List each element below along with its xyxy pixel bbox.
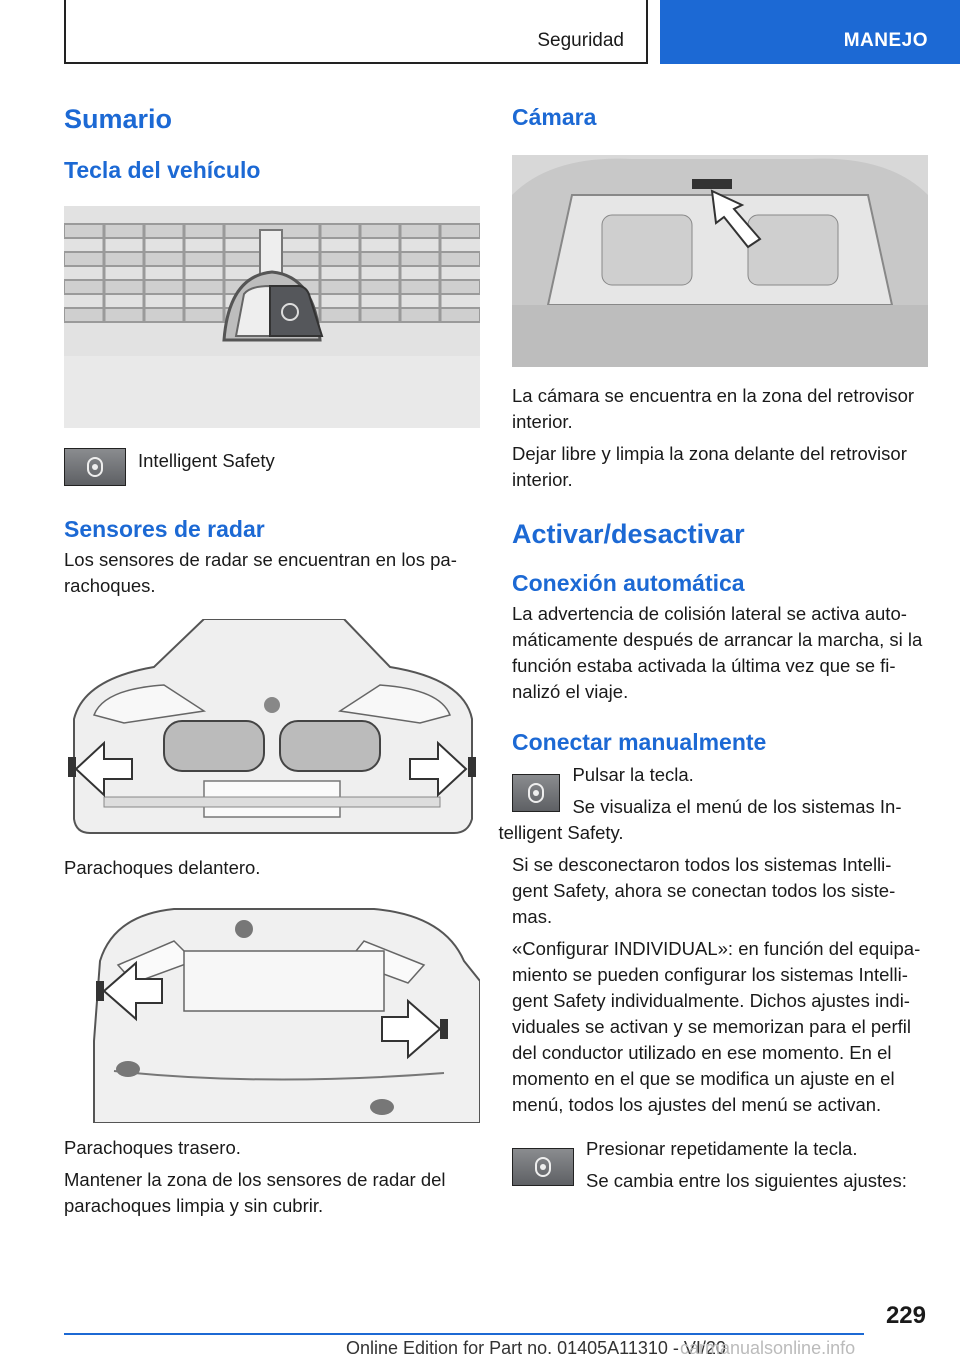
manual-key-row [498,762,928,846]
interior-illustration [512,155,928,367]
right-column [498,100,928,1194]
subtitle-vehicle-key: Tecla del vehículo [64,157,261,183]
manual-menu-shown: Se visualiza el menú de los sistemas In‐ telligent Safety. [498,796,902,843]
subtitle-radar-sensors: Sensores de radar [64,516,265,542]
header-section: Seguridad [537,30,624,51]
title-sumario: Sumario [64,104,173,134]
footer-edition: Online Edition for Part no. 01405A11310 - VI/20 [346,1338,726,1358]
rear-bumper-image [64,901,480,1123]
page-number: 229 [885,1302,926,1329]
manual-press: Pulsar la tecla. [572,764,694,785]
repeat-key-row [512,1136,928,1194]
subtitle-manual-connect: Conectar manualmente [512,729,767,755]
manual-paragraph-3: «Configurar INDIVIDUAL»: en función del equipa‐ miento se pueden configurar los sistemas Intelli‐ gent Safety individualmente. Dichos ajustes indi‐ viduales se activan y se memorizan para el perfil del conductor utilizado en ese momento. En el momento en el que se modifica un ajuste en el menú, todos los ajustes del menú se activan. [512,938,921,1115]
safety-icon [528,783,544,803]
chapter-tab[interactable] [660,0,960,64]
safety-icon [535,1157,551,1177]
rear-car-illustration [64,901,480,1123]
auto-paragraph: La advertencia de colisión lateral se activa auto‐ máticamente después de arrancar la marcha, si la función estaba activada la última vez que se fi‐ nalizó el viaje. [512,603,923,702]
grille-key-image [64,206,480,428]
intelligent-safety-key-row [64,448,480,486]
safety-icon [87,457,103,477]
manual-paragraph-2: Si se desconectaron todos los sistemas Intelli‐ gent Safety, ahora se conectan todos los siste‐ mas. [512,854,896,927]
title-activate: Activar/desactivar [512,519,745,549]
radar-clean-paragraph: Mantener la zona de los sensores de radar del parachoques limpia y sin cubrir. [64,1169,446,1216]
camera-image [512,155,928,367]
intelligent-safety-button-3[interactable] [512,1148,574,1186]
grille-illustration [64,206,480,428]
watermark: carmanualsonline.info [680,1338,856,1358]
intelligent-safety-button[interactable] [64,448,126,486]
front-bumper-caption: Parachoques delantero. [64,857,261,878]
rear-bumper-caption: Parachoques trasero. [64,1137,241,1158]
key-label: Intelligent Safety [138,450,275,471]
left-column [64,100,480,1219]
front-car-illustration [64,619,480,841]
repeat-switch: Se cambia entre los siguientes ajustes: [586,1170,907,1191]
footer-rule [64,1333,864,1335]
title-camera: Cámara [512,104,597,130]
repeat-press: Presionar repetidamente la tecla. [586,1138,858,1159]
header-section-box [64,0,648,64]
front-bumper-image [64,619,480,841]
camera-paragraph-1: La cámara se encuentra en la zona del retrovisor interior. [512,385,915,432]
subtitle-auto-connect: Conexión automática [512,570,745,596]
camera-paragraph-2: Dejar libre y limpia la zona delante del retrovisor interior. [512,443,907,490]
chapter-label: MANEJO [843,30,928,51]
radar-paragraph: Los sensores de radar se encuentran en los pa‐ rachoques. [64,549,457,596]
